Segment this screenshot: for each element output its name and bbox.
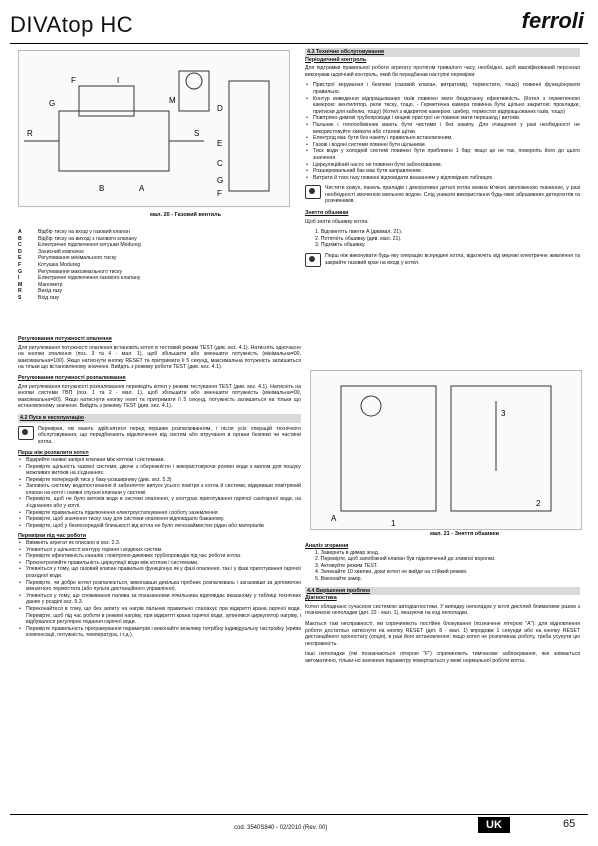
warning-note-3: Перш ніж виконувати будь-яку операцію всередині котла, відключіть від мережі електричне живлення та закрийте газовий кран на вході у котел. <box>305 253 580 267</box>
section-4-2-title: 4.2 Пуск в експлуатацію <box>18 414 301 423</box>
list-item: • Розширювальний бак має бути заправленим. <box>305 168 580 175</box>
svg-text:B: B <box>99 184 105 193</box>
figure-gas-valve <box>18 50 290 207</box>
svg-text:A: A <box>331 514 337 523</box>
list-item: • Тиск води у холодній системі повинен бути приблизно 1 бар; якщо це не так, поверніть його до цього значення. <box>305 148 580 161</box>
svg-text:I: I <box>117 76 120 85</box>
figure-20-caption: мал. 20 - Газовий вентиль <box>150 212 222 218</box>
section-4-3-title: 4.3 Технічне обслуговування <box>305 48 580 57</box>
list-item: 3. Активуйте режим TEST. <box>315 562 378 569</box>
page-number: 65 <box>563 818 576 830</box>
list-item: 2. Потягніть обшивку (див. мал. 21). <box>315 235 402 242</box>
svg-text:1: 1 <box>391 519 396 528</box>
hand-warning-icon <box>18 426 34 440</box>
right-column <box>305 48 580 272</box>
list-item: • Пристрої керування і безпеки (газовий клапан, витратомір, термостати, тощо) повинні функціонувати правильно. <box>305 82 580 95</box>
svg-text:G: G <box>49 99 56 108</box>
svg-text:F: F <box>71 76 76 85</box>
right-column-lower <box>305 543 580 669</box>
operation-checks-list <box>18 540 301 639</box>
periodic-check-list <box>305 82 580 181</box>
list-item: 2. Перевірте, щоб запобіжний клапан був підключений до зливної воронки. <box>315 556 496 563</box>
figure-remove-casing <box>310 370 582 530</box>
svg-text:F: F <box>217 189 222 198</box>
svg-text:3: 3 <box>501 409 506 418</box>
list-item: • Упевніться у тому, що споживання палива за показаннями лічильника відповідає вказаному у таблиці технічних даних у розділі sez. 5.3. <box>18 593 301 606</box>
before-ignition-list <box>18 457 301 530</box>
list-item: 1. Заверніть в димар зонд. <box>315 549 380 556</box>
warning-note-2: Чистити кожух, панель приладів і декоративні деталі котла можна м'якою зволоженою тканиною, у разі необхідності змоченою мильною водою. Слід уникати використання будь-яких абразивних детергентів та розчинників. <box>305 185 580 205</box>
svg-text:G: G <box>217 176 224 185</box>
list-item: • Відкрийте наявні запірні клапани між котлом і системами. <box>18 457 301 464</box>
list-item: • Упевніться у тому, що газовий клапан правильно функціонує як у фазі опалення, так і у фазі приготування гарячої розхідної води. <box>18 566 301 579</box>
list-item: • Переконайтеся в тому, що без запиту на нагрів пальник правильно спалахує при відкритті крана гарячої води. Перевірте, щоб під час роботи в режимі нагріву, при відкритті крана гарячої води, зупинявся циркулятор нагріву, і відбувалося регулярне подання гарячої води. <box>18 606 301 626</box>
list-item: 5. Виконайте замір. <box>315 575 362 582</box>
list-item: • Перевірте щільність газової системи, діючи з обережністю і використовуючи розчин води з милом для пошуку можливих витоків на з'єднаннях. <box>18 464 301 477</box>
svg-text:S: S <box>194 129 200 138</box>
footer-divider <box>10 814 588 815</box>
remove-casing-drawing <box>311 371 581 529</box>
heading-combustion-analysis: Аналіз згорання <box>305 543 349 549</box>
left-column <box>18 336 301 643</box>
svg-text:D: D <box>217 104 223 113</box>
list-item: • Перевірте, щоб у безпосередній близькості від котла не було легкозаймистих рідин або матеріалів <box>18 523 301 530</box>
heading-periodic-check: Періодичний контроль <box>305 56 367 63</box>
list-item: • Газові і водяні системи повинні бути щільними. <box>305 142 580 149</box>
list-item: • Проконтролюйте правильність циркуляції води між котлом і системами. <box>18 560 301 567</box>
svg-text:M: M <box>169 96 176 105</box>
paragraph-ignition-power: Для регулювання потужності розпалювання переведіть котел у режим тестування TEST (див. sez. 4.1). Натисніть на кнопки системи ГВП (поз. 1 та 2 - мал. 1), щоб збільшити або зменшити потужність (мінімальна=00, максимальна=60). Якщо натиснути кнопку reset та притримати її 5 секунд, потужність залишиться на тільки що встановленому значенні. Вийдіть з режиму TEST (див. sez. 4.1). <box>18 383 301 410</box>
list-item: 3. Підніміть обшивку. <box>315 242 366 249</box>
list-item: • Електрод має бути без накипу і правильно встановленим. <box>305 135 580 142</box>
paragraph-diagnostics-1: Котел обладнано сучасною системою автодіагностики. У випадку неполадок у котлі дисплей блиматиме разом з позначкою неполадки (дет. 22 - мал. 1), вказуючи на код неполадки. <box>305 603 580 617</box>
list-item: • Перевірте ефективність каналів і повітряно-димових трубопроводів під час роботи котла. <box>18 553 301 560</box>
svg-text:2: 2 <box>536 499 541 508</box>
hand-warning-icon <box>305 253 321 267</box>
paragraph-diagnostics-3: Інші неполадки (які позначаються літерою "F") спричиняють тимчасове заблокування, яке знімається автоматично, тільки-но значення параметру повертається у межі нормальної роботи котла. <box>305 651 580 664</box>
document-title: DIVAtop HC <box>10 12 134 37</box>
header-divider <box>10 43 588 44</box>
list-item: • Перевірте, щоб не було витоків води в системі опалення, у контурах приготування гарячої санітарної води, на з'єднаннях або у котлі. <box>18 496 301 509</box>
heading-heating-power: Регулювання потужності опалення <box>18 336 112 342</box>
combustion-analysis-steps <box>305 550 580 583</box>
gas-valve-drawing <box>19 51 289 206</box>
list-item: • Заповніть систему водопостачання й забезпечте випуск усього повітря з котла й системи, відкривши повітряний клапан на котлі і наявні спускні клапани у системі. <box>18 483 301 496</box>
paragraph-heating-power: Для регулювання потужності опалення встановіть котел в тестовий режим TEST (див. sez. 4.1). Натисніть одночасно на кнопки опалення (поз. 3 та 4 - мал. 1), щоб збільшити або зменшити потужність (мінімальна=00, максимальна=100). Якщо натиснути кнопку RESET та притримати її 5 секунд, максимальна потужність залишиться на тільки що встановленому значенні. Вийдіть з режиму роботи TEST (див. sez. 4.1). <box>18 344 301 371</box>
language-badge: UK <box>478 817 510 833</box>
remove-casing-steps <box>305 229 580 249</box>
hand-warning-icon <box>305 185 321 199</box>
list-item: • Контур виведення відпрацьованих газів повинен мати бездоганну ефективність. (Котел з герметичною камерою: вентилятор, реле тиску, тощо. - Герметична камера повинна бути щільно закритою: прокладки, притиски для кабелю, тощо) (Котел з відкритою камерою: шибер, термостат відпрацьованих газів, тощо) <box>305 96 580 116</box>
heading-diagnostics: Діагностика <box>305 595 337 602</box>
svg-text:A: A <box>139 184 145 193</box>
svg-text:E: E <box>217 139 223 148</box>
list-item: • Витрати й тиск газу повинні відповідати вказанням у відповідних таблицях. <box>305 175 580 182</box>
heading-operation-checks: Перевірки під час роботи <box>18 533 87 540</box>
list-item: 1. Відгвинтіть гвинти A (дивмал. 21). <box>315 229 403 236</box>
svg-text:C: C <box>217 159 223 168</box>
list-item: • Перевірте правильність програмування параметрів і виконайте можливу потрібну індивідуальну настройку (крива компенсації, потужність, температура, і т.д.). <box>18 626 301 639</box>
list-item: • Перевірте попередній тиск у баку-розширнику (див. sez. 5.3) <box>18 477 301 484</box>
figure-20-legend: A Відбір тиску на вході у газовий клапан B Відбір тиску на виході з газового клапану C Електричне підключення котушки Modureg D Захисний ковпачок E Регулювання мінімального тиску F Котушка Modureg G Регулювання максимального тиску I Електричне підключення газового клапану M Манометр R Вихід газу S Вхід газу <box>18 229 141 301</box>
list-item: • Ввімкніть агрегат як описано в sez. 2.3. <box>18 540 301 547</box>
list-item: • Перевірте правильність підключення електроустаткування і роботу заземлення <box>18 510 301 517</box>
section-4-4-title: 4.4 Вирішення проблем <box>305 587 580 596</box>
figure-21-caption: мал. 21 - Зняття обшивки <box>430 531 499 537</box>
document-code: cod. 3540S840 - 02/2010 (Rev. 00) <box>234 825 328 831</box>
warning-note-1: Перевірки, які мають здійснятися перед першим розпалюванням, і після усіх операцій технічного обслуговування, що передбачають відключення від систем або втручання в органи безпеки чи частини котла. <box>18 426 301 446</box>
list-item: • Перевірте, щоб значення тиску газу для системи опалення відповідало бажаному. <box>18 516 301 523</box>
list-item: 4. Зачекайте 10 хвилин, доки котел не вийде на стійкий режим. <box>315 569 468 576</box>
list-item: • Повітряно-димові трубопроводи і кінцеві пристрої не повинні мати перешкод і витоків. <box>305 115 580 122</box>
heading-remove-casing: Зняття обшивки <box>305 210 349 217</box>
paragraph-diagnostics-2: Маються такі несправності, які спричиняють постійне блокування (позначене літерою "A"): для відновлення роботи достатньо натиснути на кнопку RESET (дет. 8 - мал. 1) впродовж 1 секунди або на кнопку RESET дистанційного хроностату (опція), в разі його встановлення; якщо котел не розпочинає роботу, треба усунути цю несправність. <box>305 620 580 647</box>
svg-text:R: R <box>27 129 33 138</box>
list-item: • Пальник і теплообмінник мають бути чистими і без накипу. Для очищення у разі необхідності не використовуйте хімікати або сталеві щітки. <box>305 122 580 135</box>
list-item: • Перевірте, чи добре котел розпалюється, виконавши декілька пробних розпалювань і загасивши за допомогою кімнатного термостата (або пульта дистанційного управління). <box>18 580 301 593</box>
list-item: • Циркуляційний насос не повинен бути заблокованим. <box>305 162 580 169</box>
heading-before-ignition: Перш ніж розпалити котел <box>18 450 89 457</box>
list-item: • Упевніться у щільності контуру горіння і водяних систем. <box>18 547 301 554</box>
brand-logo: ferroli <box>521 8 584 33</box>
paragraph-periodic-check: Для підтримки правильної роботи агрегату протягом тривалого часу, необхідно, щоб кваліфікований персонал виконував щорічний контроль, який би передбачав наступні перевірки: <box>305 65 580 78</box>
paragraph-remove-casing: Щоб зняти обшивку котла: <box>305 218 369 225</box>
heading-ignition-power: Регулювання потужності розпалювання <box>18 374 126 381</box>
